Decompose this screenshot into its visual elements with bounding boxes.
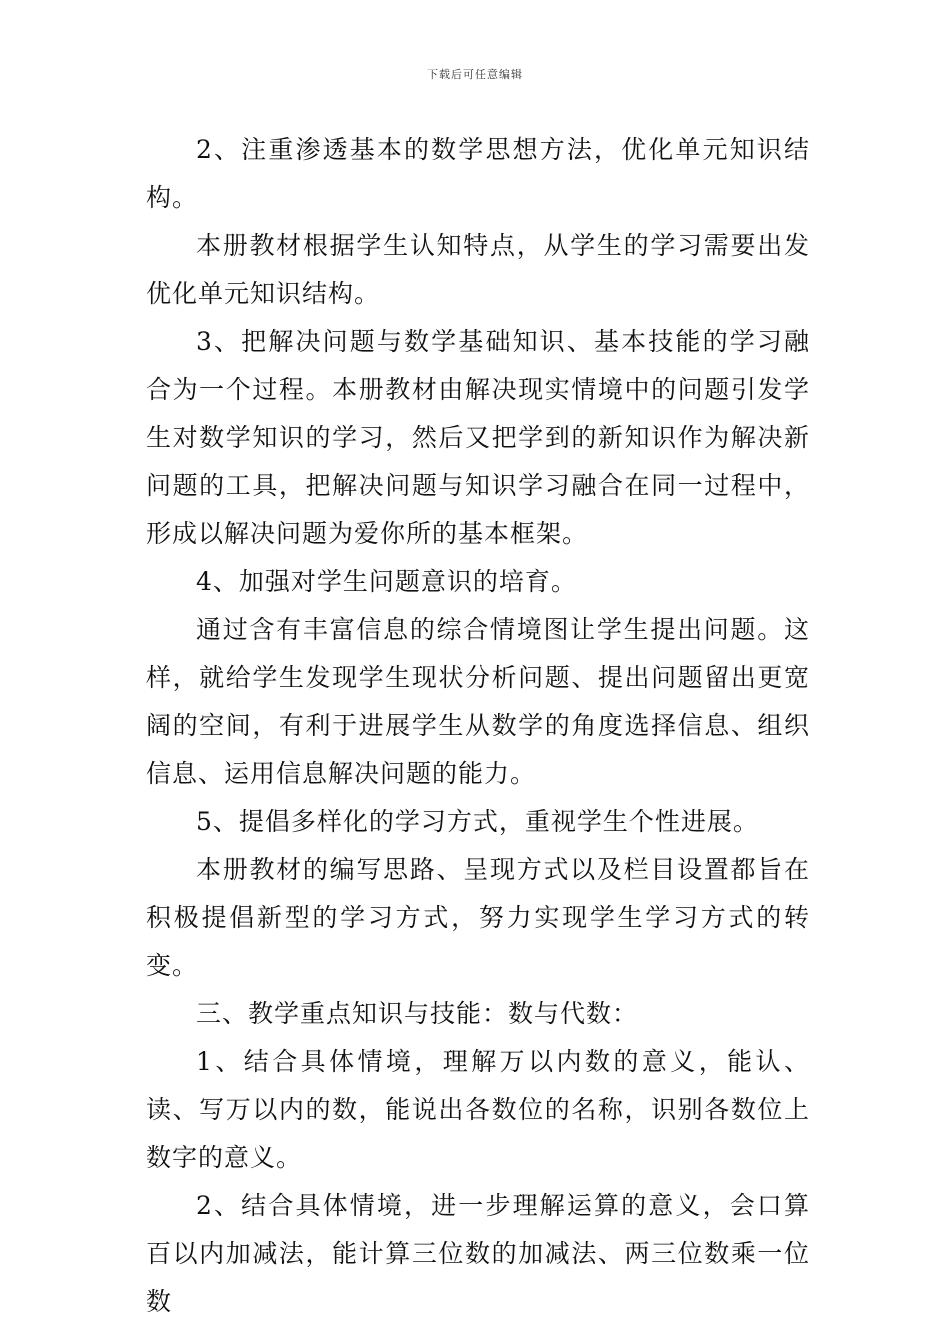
paragraph-10: 2、结合具体情境，进一步理解运算的意义，会口算百以内加减法，能计算三位数的加减法、两三位数乘一位数 (146, 1191, 810, 1316)
paragraph-6: 5、提倡多样化的学习方式，重视学生个性进展。 (196, 807, 759, 836)
paragraph-1: 2、注重渗透基本的数学思想方法，优化单元知识结构。 (146, 135, 810, 212)
paragraph-4: 4、加强对学生问题意识的培育。 (196, 567, 577, 596)
page-header: 下载后可任意编辑 (427, 68, 523, 81)
paragraph-5: 通过含有丰富信息的综合情境图让学生提出问题。这样，就给学生发现学生现状分析问题、提出问题留出更宽阔的空间，有利于进展学生从数学的角度选择信息、组织信息、运用信息解决问题的能力。 (146, 615, 810, 788)
paragraph-2: 本册教材根据学生认知特点，从学生的学习需要出发优化单元知识结构。 (146, 231, 810, 308)
paragraph-9: 1、结合具体情境，理解万以内数的意义，能认、读、写万以内的数，能说出各数位的名称，识别各数位上数字的意义。 (146, 1047, 810, 1172)
paragraph-8: 三、教学重点知识与技能：数与代数： (196, 999, 639, 1028)
paragraph-3: 3、把解决问题与数学基础知识、基本技能的学习融合为一个过程。本册教材由解决现实情境中的问题引发学生对数学知识的学习，然后又把学到的新知识作为解决新问题的工具，把解决问题与知识学习融合在同一过程中，形成以解决问题为爱你所的基本框架。 (146, 327, 810, 548)
document-body (146, 126, 810, 1326)
paragraph-7: 本册教材的编写思路、呈现方式以及栏目设置都旨在积极提倡新型的学习方式，努力实现学生学习方式的转变。 (146, 855, 810, 980)
